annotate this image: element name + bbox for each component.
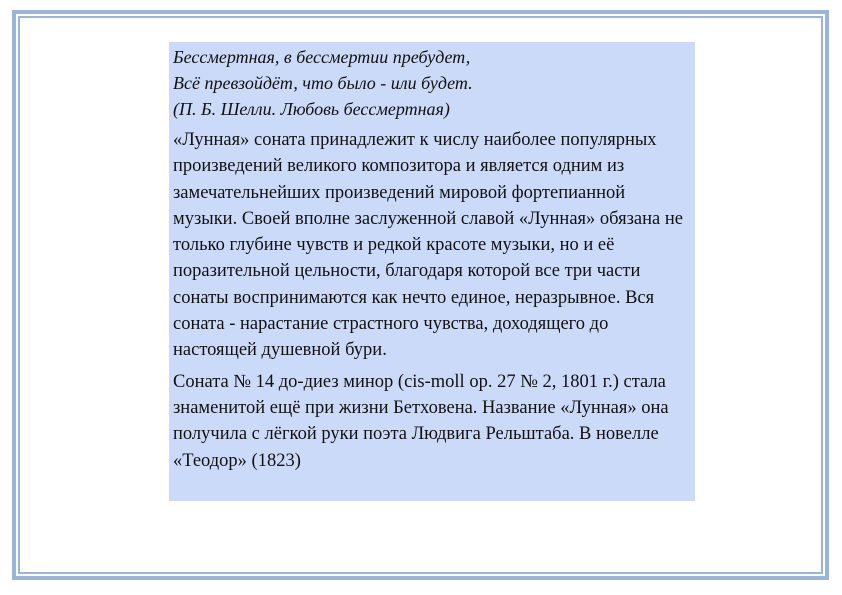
epigraph-line-1: Бессмертная, в бессмертии пребудет,	[173, 47, 471, 67]
epigraph-attribution: (П. Б. Шелли. Любовь бессмертная)	[173, 99, 450, 119]
text-panel	[169, 42, 695, 501]
paragraph-2: Соната № 14 до-диез минор (cis-moll op. 27 № 2, 1801 г.) стала знаменитой ещё при жизни Бетховена. Название «Лунная» она получила с лёгкой руки поэта Людвига Рельштаба. В новелле «Теодор» (1823)	[173, 371, 669, 471]
paragraph-1: «Лунная» соната принадлежит к числу наиболее популярных произведений великого композитора и является одним из замечательнейших произведений мировой фортепианной музыки. Своей вполне заслуженной славой «Лунная» обязана не только глубине чувств и редкой красоте музыки, но и её поразительной цельности, благодаря которой все три части сонаты воспринимаются как нечто единое, неразрывное. Вся соната - нарастание страстного чувства, доходящего до настоящей душевной бури.	[173, 130, 683, 361]
epigraph-line-2: Всё превзойдёт, что было - или будет.	[173, 73, 473, 93]
epigraph	[173, 44, 691, 122]
